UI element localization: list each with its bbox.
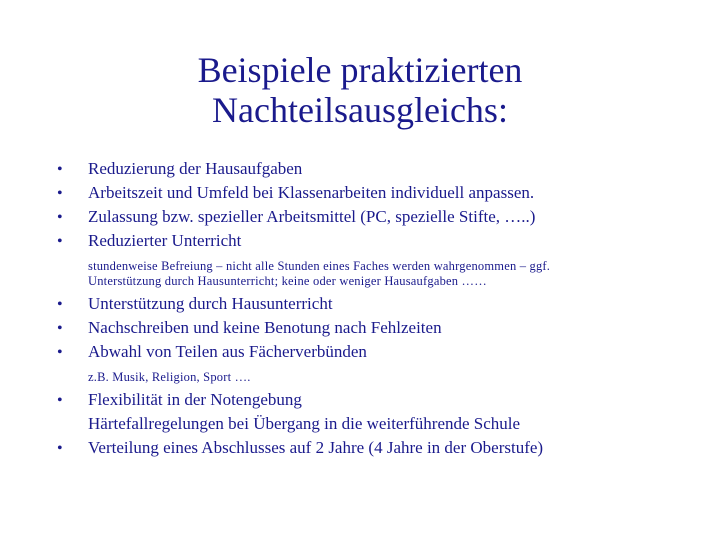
list-item-text: Reduzierung der Hausaufgaben [88,159,303,178]
bullet-icon: • [57,233,63,250]
bullet-icon: • [57,392,63,409]
bullet-icon: • [57,320,63,337]
list-item [57,181,534,206]
list-item [57,388,302,413]
list-item-text: Verteilung eines Abschlusses auf 2 Jahre (4 Jahre in der Oberstufe) [88,438,544,457]
bullet-icon: • [57,161,63,178]
list-item-text: Reduzierter Unterricht [88,231,242,250]
list-item-text: Flexibilität in der Notengebung [88,390,302,409]
slide-title [180,50,540,130]
note-subjects: z.B. Musik, Religion, Sport …. [88,370,251,384]
title-line-1: Beispiele praktizierten [197,50,523,90]
note-reduced-line-2: Unterstützung durch Hausunterricht; keine oder weniger Hausaufgaben …… [88,274,487,288]
list-item-text: Zulassung bzw. spezieller Arbeitsmittel (PC, spezielle Stifte, …..) [88,207,536,226]
bullet-icon: • [57,440,63,457]
bullet-icon: • [57,296,63,313]
bullet-icon: • [57,344,63,361]
list-item-continuation: Härtefallregelungen bei Übergang in die weiterführende Schule [88,414,521,433]
list-item [57,436,543,461]
list-item [57,292,333,317]
list-item [57,340,367,365]
list-item [57,205,535,230]
bullet-icon: • [57,185,63,202]
list-item [57,157,302,182]
list-item [57,316,442,341]
list-item-text: Unterstützung durch Hausunterricht [88,294,333,313]
note-reduced-line-1: stundenweise Befreiung – nicht alle Stunden eines Faches werden wahrgenommen – ggf. [88,259,551,273]
list-item [57,229,241,254]
list-item-text: Arbeitszeit und Umfeld bei Klassenarbeiten individuell anpassen. [88,183,535,202]
bullet-icon: • [57,209,63,226]
list-item-text: Abwahl von Teilen aus Fächerverbünden [88,342,367,361]
list-item-text: Nachschreiben und keine Benotung nach Fehlzeiten [88,318,442,337]
title-line-2: Nachteilsausgleichs: [212,90,508,130]
